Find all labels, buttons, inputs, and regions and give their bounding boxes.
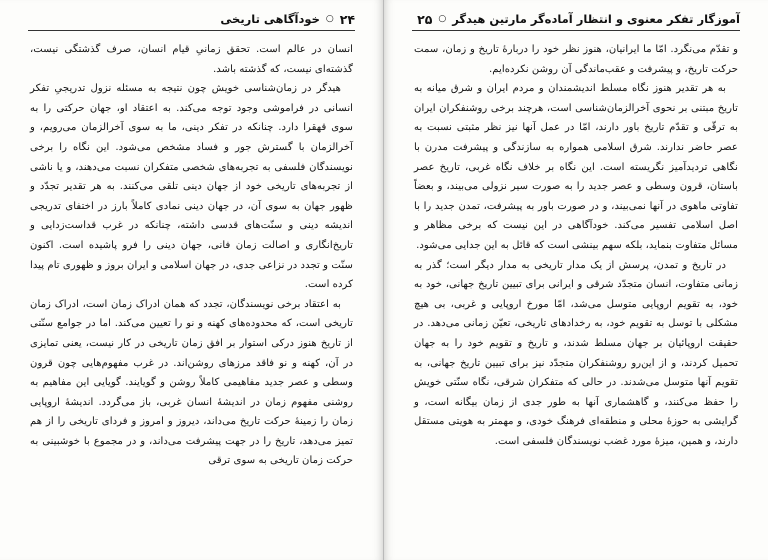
- right-paragraph-3: در تاریخ و تمدن، پرسش از یک مدار تاریخی به مدار دیگر است؛ گذر به زمانی متفاوت، انسان متجدّد شرقی و ایرانی برای تبیین تاریخ جهانی، خود به خود، به تقویم اروپایی متوسل می‌شد، امّا مورخ اروپایی و غربی، بی هیچ مشکلی با توسل به تقویم خود، به رخدادهای تاریخی، تعیّن زمانی می‌دهد. در حقیقت اروپائیان بر جهان مسلط شدند، و تاریخ و تقویم خود را به جهان تحمیل کردند، و از این‌رو روشنفکران متجدّد نیز برای تبیین تاریخ جهانی، به تقویم آنها متوسل می‌شدند. در حالی که متفکران شرقی، نگاه سنّتی خویش را حفظ می‌کنند، و گاهشماری آنها به طور جدی از زمان بیگانه است، و گرایشی به حوزهٔ محلی و منطقه‌ای فرهنگ خودی، و مهمتر به هویتی مستقل دارند، و همین، میزهٔ مورد غضب نویسندگان فلسفی است.: [414, 259, 738, 447]
- left-paragraph-3: به اعتقاد برخی نویسندگان، تجدد که همان ادراک زمان است، ادراک زمان تاریخی است، که محدوده‌های کهنه و نو را تعیین می‌کند. اما در جوامع سنّتی از تاریخ هنوز درکی استوار بر افق زمان تاریخی در کار نیست، یعنی تمایزی در آن، کهنه و نو فاقد مرزهای روشن‌اند. در غرب مفهوم‌هایی چون قرون وسطی و عصر جدید مفاهیمی کاملاً روشن و گویایند. گویایی این مفاهیم به روشنی مفهوم زمان در اندیشهٔ انسان غربی، باز می‌گردد. اندیشهٔ اروپایی زمان را زمینهٔ حرکت تاریخ می‌داند، دیروز و امروز و فردای تاریخی را از هم تمیز می‌دهد، تاریخ را در جهت پیشرفت می‌داند، و در مجموع با خوشبینی به حرکت زمان تاریخی به سوی ترقی: [30, 298, 353, 467]
- right-page-number: ۲۵: [417, 11, 433, 27]
- right-page: [384, 0, 768, 560]
- right-running-head: [417, 12, 740, 27]
- header-ornament-icon: ○: [325, 14, 334, 24]
- left-paragraph-2: هیدگر در زمان‌شناسی خویش چون نتیجه به مسئله نزول تدریجیِ تفکر انسانی در فراموشی وجود توجه می‌کند. به اعتقاد او، جهان حرکتی را به سوی قهقرا دارد. چنانکه در تفکر دینی، ما به سوی آخرالزمان می‌رویم، و آخرالزمان با گسترش جور و فساد مشخص می‌شود. این نگاه را برخی نویسندگان فلسفی به تجربه‌های شخصی متفکران نسبت می‌دهند، و یا ناشی از تجربه‌های تاریخی خود از جهان دینی تلقی می‌کنند. به هر تقدیر تجدّد و ظهور جهان به سوی آن، در جهان دینی نمادی کاملاً بارز در اختفای تدریجی اندیشه دینی و سنّت‌های قدسی داشته، چنانکه در غرب قداست‌زدایی و تاریخ‌انگاری و اصالت زمان فانی، جهان دینی را فرو پاشیده است. اکنون سنّت و تجدد در نزاعی جدی، در جهان اسلامی و ایران بروز و ظهوری تام پیدا کرده است.: [30, 83, 353, 291]
- left-page-header: [28, 8, 355, 31]
- left-page-number: ۲۴: [339, 11, 355, 27]
- left-page-body: [30, 40, 353, 554]
- right-page-header: [412, 8, 740, 31]
- right-paragraph-2: به هر تقدیر هنوز نگاه مسلط اندیشمندان و مردم ایران و شرق میانه به تاریخ مبتنی بر نحوی آخرالزمان‌شناسی است، هرچند برخی روشنفکران ایران به ترقّی و تقدّم تاریخ باور دارند، امّا در عمل آنها نیز نظر مثبتی نسبت به عصر حاضر ندارند. شرق اسلامی همواره به سازندگی و پیشرفت مدرن با نگاهی تردیدآمیز نگریسته است. این نگاه بر خلاف نگاه غربی، تاریخ عصر باستان، قرون وسطی و عصر جدید را به صورت سیر نزولی می‌بیند، و بعضاً تفاوتی ماهوی در آنها نمی‌بیند، و در صورت باور به پیشرفت، تمدن جدید را با اصل اسلامی تفسیر می‌کند. خودآگاهی در این نیست که برخی مظاهر و مسائل متفاوت بنماید، بلکه سهم بینشی است که قائل به این جدایی می‌شود.: [414, 83, 738, 251]
- right-paragraph-1: و تقدّم می‌نگرد. امّا ما ایرانیان، هنوز نظر خود را دربارهٔ تاریخ و زمان، سمت حرکت تاریخ، و پیشرفت و عقب‌ماندگی آن روشن نکرده‌ایم.: [414, 44, 738, 75]
- left-running-head: [220, 12, 355, 27]
- header-ornament-icon: ○: [438, 14, 447, 24]
- left-running-title: خودآگاهی تاریخی: [220, 12, 320, 26]
- right-page-body: [414, 40, 738, 554]
- left-paragraph-1: انسان در عالم است. تحقق زمانیِ قیام انسان، صرف گذشتگی نیست، گذشته‌ای نیست، که گذشته باشد.: [30, 44, 353, 75]
- right-running-title: آموزگار تفکر معنوی و انتظار آماده‌گر مارتین هیدگر: [452, 12, 740, 26]
